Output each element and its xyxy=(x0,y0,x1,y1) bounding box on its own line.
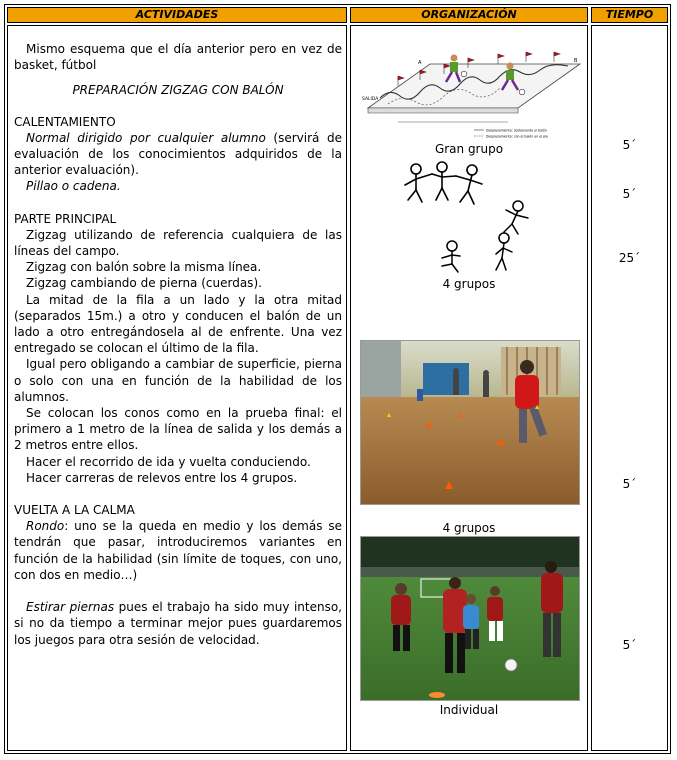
principal-item: Zigzag utilizando de referencia cualquiera de las líneas del campo. xyxy=(14,227,342,259)
calentamiento-item-1-rest: (servirá de evaluación de los conocimientos adquiridos de la anterior evaluación). xyxy=(14,130,342,178)
intro-text: Mismo esquema que el día anterior pero en vez de basket, fútbol xyxy=(14,42,342,73)
legend-2: Desplazamiento: con el balón en el pie xyxy=(486,134,548,139)
ball xyxy=(505,659,517,671)
header-tiempo: TIEMPO xyxy=(591,7,668,23)
cone-marker xyxy=(429,692,445,698)
field-practice-photo xyxy=(360,536,580,701)
stick-figure-6 xyxy=(442,241,460,272)
estirar-text xyxy=(14,599,342,648)
stick-figure-1 xyxy=(405,164,432,202)
principal-item: Igual pero obligando a cambiar de superficie, pierna o solo con una en función de la habilidad de los alumnos. xyxy=(14,357,342,404)
label-b: B xyxy=(574,58,578,64)
tiempo-vuelta-calma: 5´ xyxy=(622,638,637,652)
field-side xyxy=(368,108,518,113)
principal-item: Hacer el recorrido de ida y vuelta conduciendo. xyxy=(26,454,311,469)
tiempo-calentamiento-2: 5´ xyxy=(622,187,637,201)
rondo-rest: : uno se la queda en medio y los demás se tendrán que pasar, introduciremos variantes en función de la habilidad (sin límite de toques, con uno, con dos en medio…) xyxy=(14,519,342,582)
stick-figure-5 xyxy=(496,233,512,270)
field-plane xyxy=(368,64,580,108)
principal-item: Se colocan los conos como en la prueba final: el primero a 1 metro de la línea de salida y los demás a 2 metros entre ellos. xyxy=(14,406,342,453)
legend-1: Desplazamiento: sosteniendo el balón xyxy=(486,128,547,133)
gym-scene xyxy=(361,341,579,504)
calentamiento-heading: CALENTAMIENTO xyxy=(14,114,116,129)
principal-item: La mitad de la fila a un lado y la otra mitad (separados 15m.) a otro y conducen el balón de un lado a otro entregándosela al de enfrente. Una vez entregado se colocan el último de la fila. xyxy=(14,292,342,356)
label-a: A xyxy=(418,60,422,66)
rondo-text xyxy=(14,518,342,583)
stick-figure-4 xyxy=(504,201,528,234)
tiempo-principal: 25´ xyxy=(618,251,641,265)
calma-heading: VUELTA A LA CALMA xyxy=(14,503,135,518)
subtitle: PREPARACIÓN ZIGZAG CON BALÓN xyxy=(72,83,284,98)
caption-gran-grupo: Gran grupo xyxy=(434,142,504,156)
caption-4-grupos-1: 4 grupos xyxy=(442,277,496,291)
actividades-text xyxy=(14,41,342,648)
tiempo-relevos: 5´ xyxy=(622,477,637,491)
header-organizacion: ORGANIZACIÓN xyxy=(350,7,588,23)
estirar-rest: pues el trabajo ha sido muy intenso, si no da tiempo a terminar mejor pues guardaremos los juegos para otra sesión de velocidad. xyxy=(14,600,342,647)
principal-item: Zigzag cambiando de pierna (cuerdas). xyxy=(26,276,262,291)
header-actividades: ACTIVIDADES xyxy=(7,7,347,23)
caption-individual: Individual xyxy=(439,703,499,717)
stick-figures-4-grupos xyxy=(432,198,534,276)
field-scene xyxy=(361,537,579,700)
calentamiento-item-2: Pillao o cadena. xyxy=(26,179,121,194)
stick-figure-2 xyxy=(432,162,456,200)
tiempo-calentamiento-1: 5´ xyxy=(622,138,637,152)
principal-item: Zigzag con balón sobre la misma línea. xyxy=(26,260,262,275)
rondo-italic: Rondo xyxy=(26,519,65,534)
principal-item: Hacer carreras de relevos entre los 4 grupos. xyxy=(26,470,298,485)
caption-4-grupos-2: 4 grupos xyxy=(442,521,496,535)
label-salida: SALIDA xyxy=(362,97,379,102)
estirar-italic: Estirar piernas xyxy=(26,600,115,615)
principal-heading: PARTE PRINCIPAL xyxy=(14,211,117,226)
gym-practice-photo xyxy=(360,340,580,505)
calentamiento-item-1 xyxy=(14,130,342,179)
zigzag-drill-diagram xyxy=(358,46,582,142)
calentamiento-item-1-italic: Normal dirigido por cualquier alumno xyxy=(26,130,266,145)
